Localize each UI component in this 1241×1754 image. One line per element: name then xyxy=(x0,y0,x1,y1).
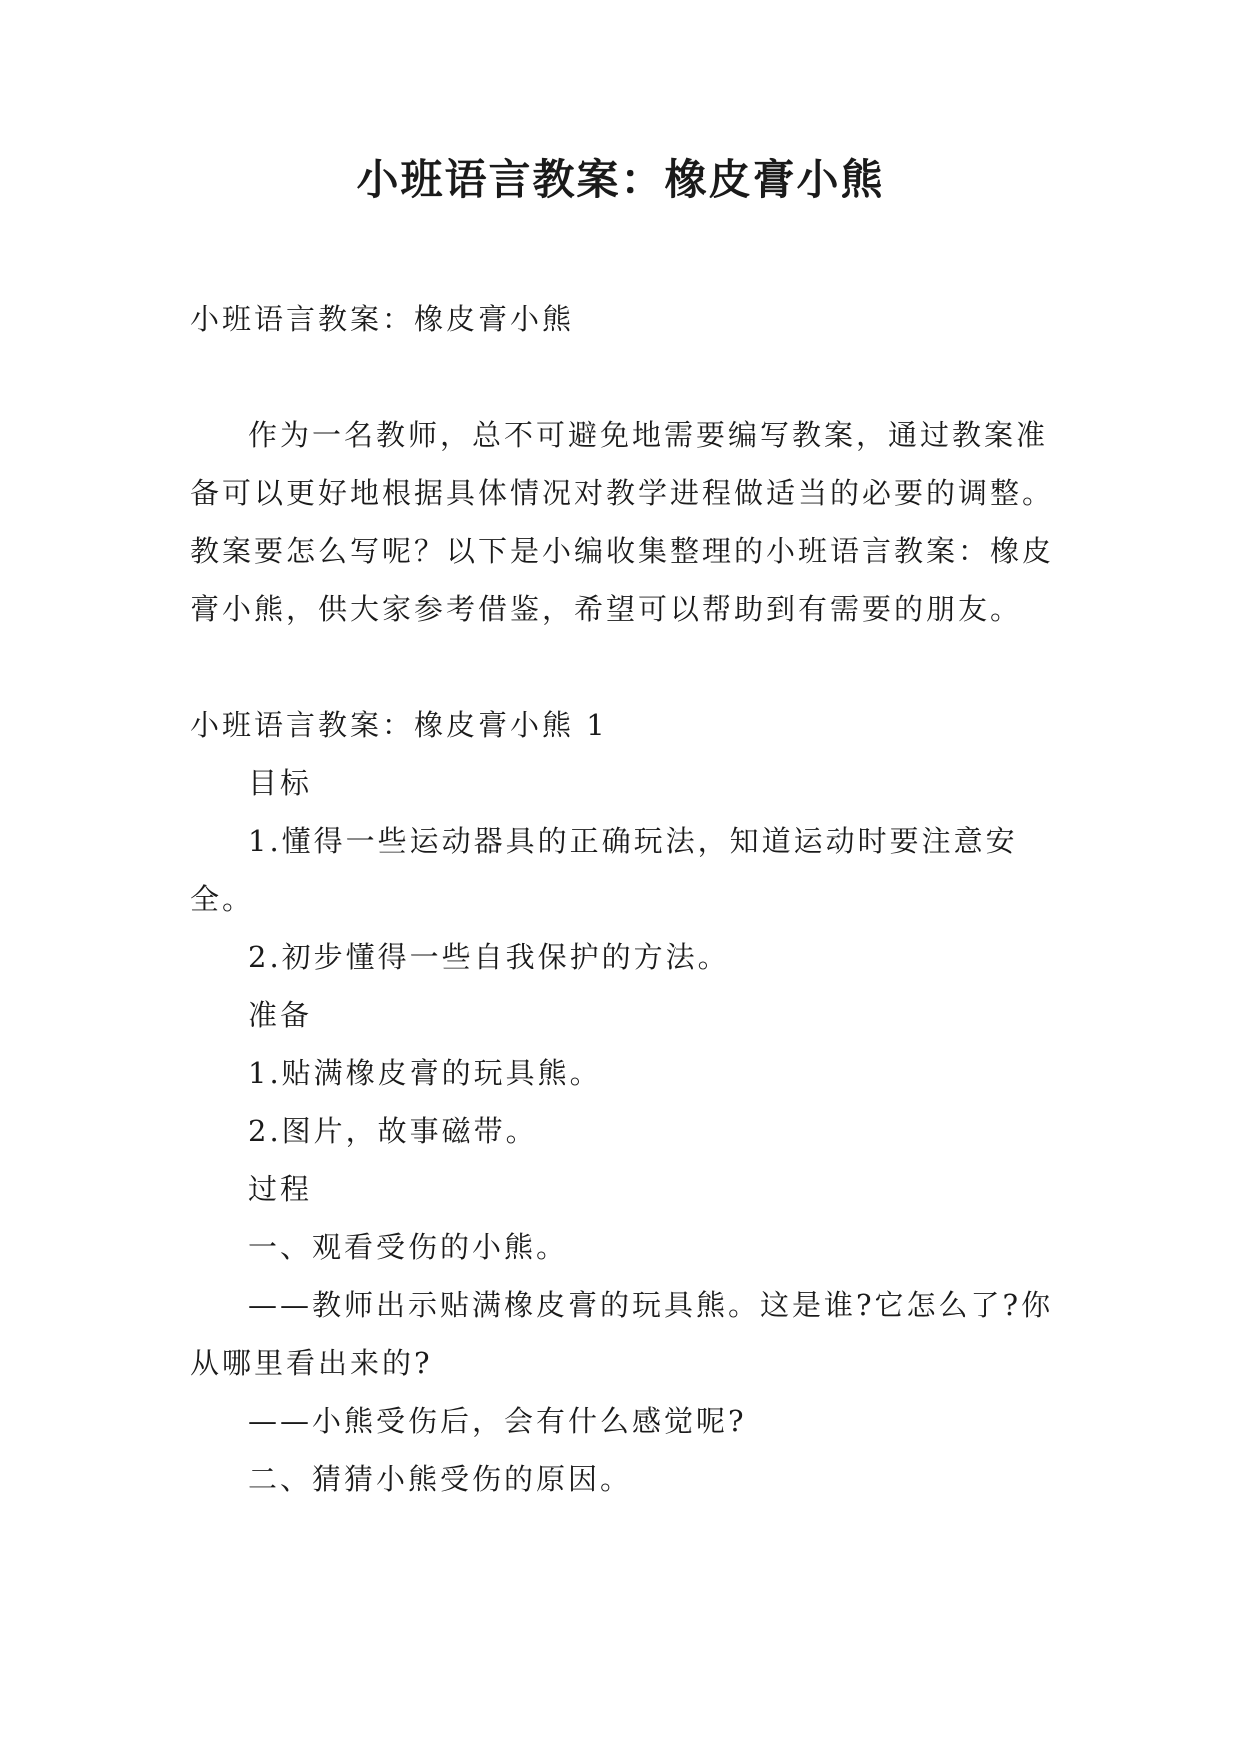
body-line-process-1: 一、观看受伤的小熊。 xyxy=(248,1230,569,1264)
document-subtitle: 小班语言教案：橡皮膏小熊 xyxy=(190,302,575,336)
body-line-prep-1: 1.贴满橡皮膏的玩具熊。 xyxy=(248,1056,602,1090)
document-body xyxy=(190,290,1070,1508)
body-line-process-2: 二、猜猜小熊受伤的原因。 xyxy=(248,1462,633,1496)
section-heading: 小班语言教案：橡皮膏小熊 1 xyxy=(190,708,608,742)
body-line-process-heading: 过程 xyxy=(248,1172,313,1206)
body-line-prep-2: 2.图片，故事磁带。 xyxy=(248,1114,538,1148)
body-line-prep-heading: 准备 xyxy=(248,998,313,1032)
document-title: 小班语言教案：橡皮膏小熊 xyxy=(356,155,885,204)
body-line-goal-heading: 目标 xyxy=(248,766,313,800)
body-line-process-1b: ——小熊受伤后，会有什么感觉呢? xyxy=(248,1404,747,1438)
body-line-goal-2: 2.初步懂得一些自我保护的方法。 xyxy=(248,940,730,974)
intro-paragraph: 作为一名教师，总不可避免地需要编写教案，通过教案准备可以更好地根据具体情况对教学进程做适当的必要的调整。教案要怎么写呢？以下是小编收集整理的小班语言教案：橡皮膏小熊，供大家参考借鉴，希望可以帮助到有需要的朋友。 xyxy=(190,418,1055,626)
body-line-process-1a: ——教师出示贴满橡皮膏的玩具熊。这是谁?它怎么了?你从哪里看出来的? xyxy=(190,1288,1054,1380)
body-line-goal-1: 1.懂得一些运动器具的正确玩法，知道运动时要注意安全。 xyxy=(190,824,1018,916)
